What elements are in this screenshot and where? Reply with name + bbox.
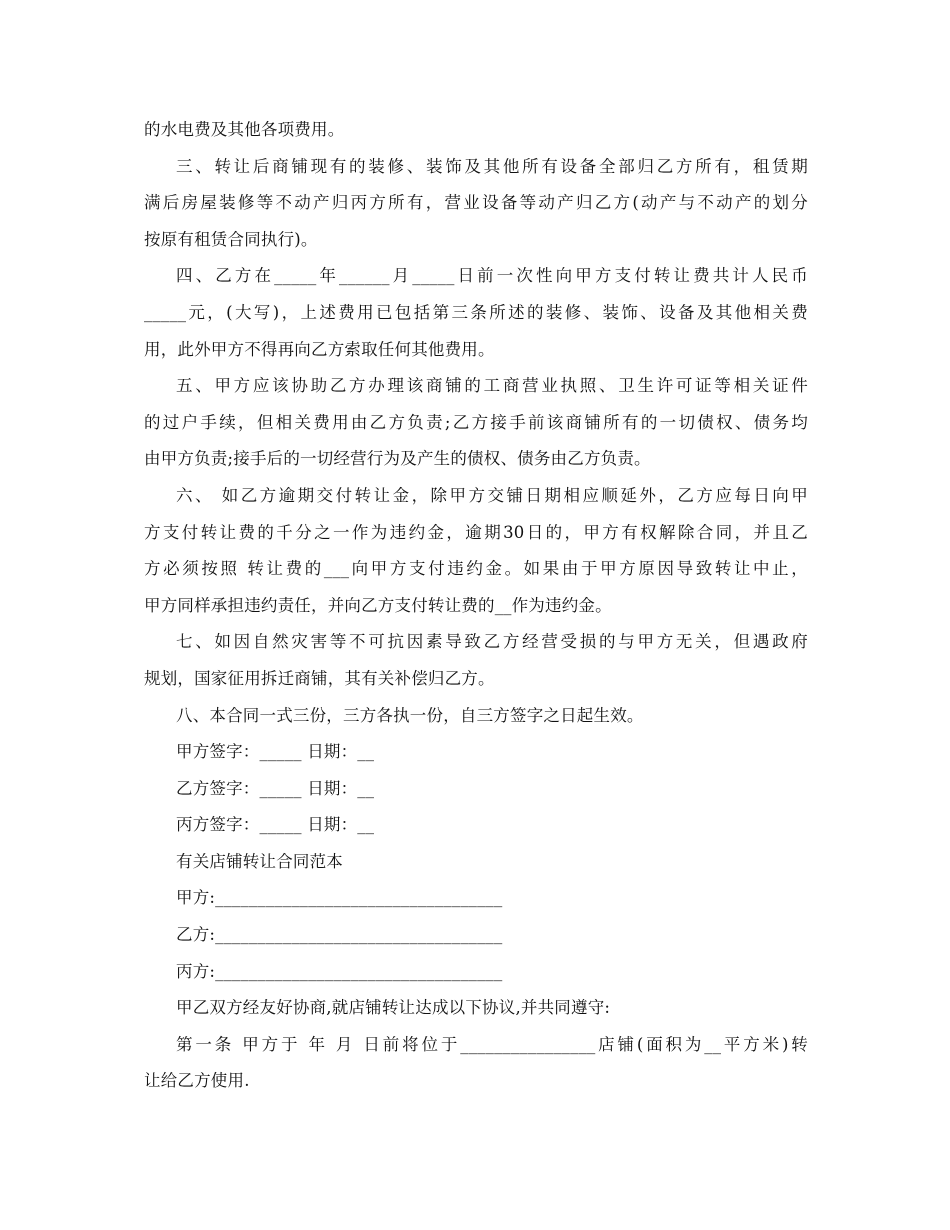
party-b-field: 乙方:__________________________________ <box>176 925 503 945</box>
text-line: 甲方同样承担违约责任，并向乙方支付转让费的__作为违约金。 <box>144 595 612 615</box>
text-line: 按原有租赁合同执行)。 <box>144 229 318 249</box>
text-line: 的水电费及其他各项费用。 <box>144 120 345 139</box>
text-line: 满后房屋装修等不动产归丙方所有，营业设备等动产归乙方(动产与不动产的划分 <box>144 193 808 213</box>
signature-party-c: 丙方签字：_____ 日期：__ <box>176 815 375 835</box>
signature-party-a: 甲方签字：_____ 日期：__ <box>176 742 375 762</box>
clause-four-line: 四、乙方在_____年______月_____日前一次性向甲方支付转让费共计人民币 <box>176 266 808 286</box>
article-one-line: 第一条 甲方于 年 月 日前将位于________________店铺(面积为__平方米)转 <box>176 1034 808 1054</box>
clause-three-line: 三、转让后商铺现有的装修、装饰及其他所有设备全部归乙方所有，租赁期 <box>176 156 808 176</box>
text-line: 方必须按照 转让费的___向甲方支付违约金。如果由于甲方原因导致转让中止， <box>144 559 808 579</box>
text-line: 的过户手续，但相关费用由乙方负责;乙方接手前该商铺所有的一切债权、债务均 <box>144 412 808 432</box>
clause-six-line: 六、 如乙方逾期交付转让金，除甲方交铺日期相应顺延外，乙方应每日向甲 <box>176 485 808 505</box>
clause-five-line: 五、甲方应该协助乙方办理该商铺的工商营业执照、卫生许可证等相关证件 <box>176 376 808 396</box>
agreement-intro: 甲乙双方经友好协商,就店铺转让达成以下协议,并共同遵守: <box>176 998 611 1018</box>
text-line: 让给乙方使用. <box>144 1071 250 1091</box>
signature-party-b: 乙方签字：_____ 日期：__ <box>176 778 375 798</box>
party-c-field: 丙方:__________________________________ <box>176 961 503 981</box>
party-a-field: 甲方:__________________________________ <box>176 888 503 908</box>
text-line: 规划，国家征用拆迁商铺，其有关补偿归乙方。 <box>144 668 495 688</box>
text-line: 用，此外甲方不得再向乙方索取任何其他费用。 <box>144 339 495 359</box>
text-line: 方支付转让费的千分之一作为违约金，逾期30日的，甲方有权解除合同，并且乙 <box>144 522 808 542</box>
clause-seven-line: 七、如因自然灾害等不可抗因素导致乙方经营受损的与甲方无关，但遇政府 <box>176 632 808 652</box>
clause-eight-line: 八、本合同一式三份，三方各执一份，自三方签字之日起生效。 <box>176 705 644 725</box>
text-line: _____元，(大写)，上述费用已包括第三条所述的装修、装饰、设备及其他相关费 <box>144 302 808 322</box>
document-body <box>144 112 808 1100</box>
text-line: 由甲方负责;接手后的一切经营行为及产生的债权、债务由乙方负责。 <box>144 449 651 469</box>
section-title: 有关店铺转让合同范本 <box>176 851 343 871</box>
